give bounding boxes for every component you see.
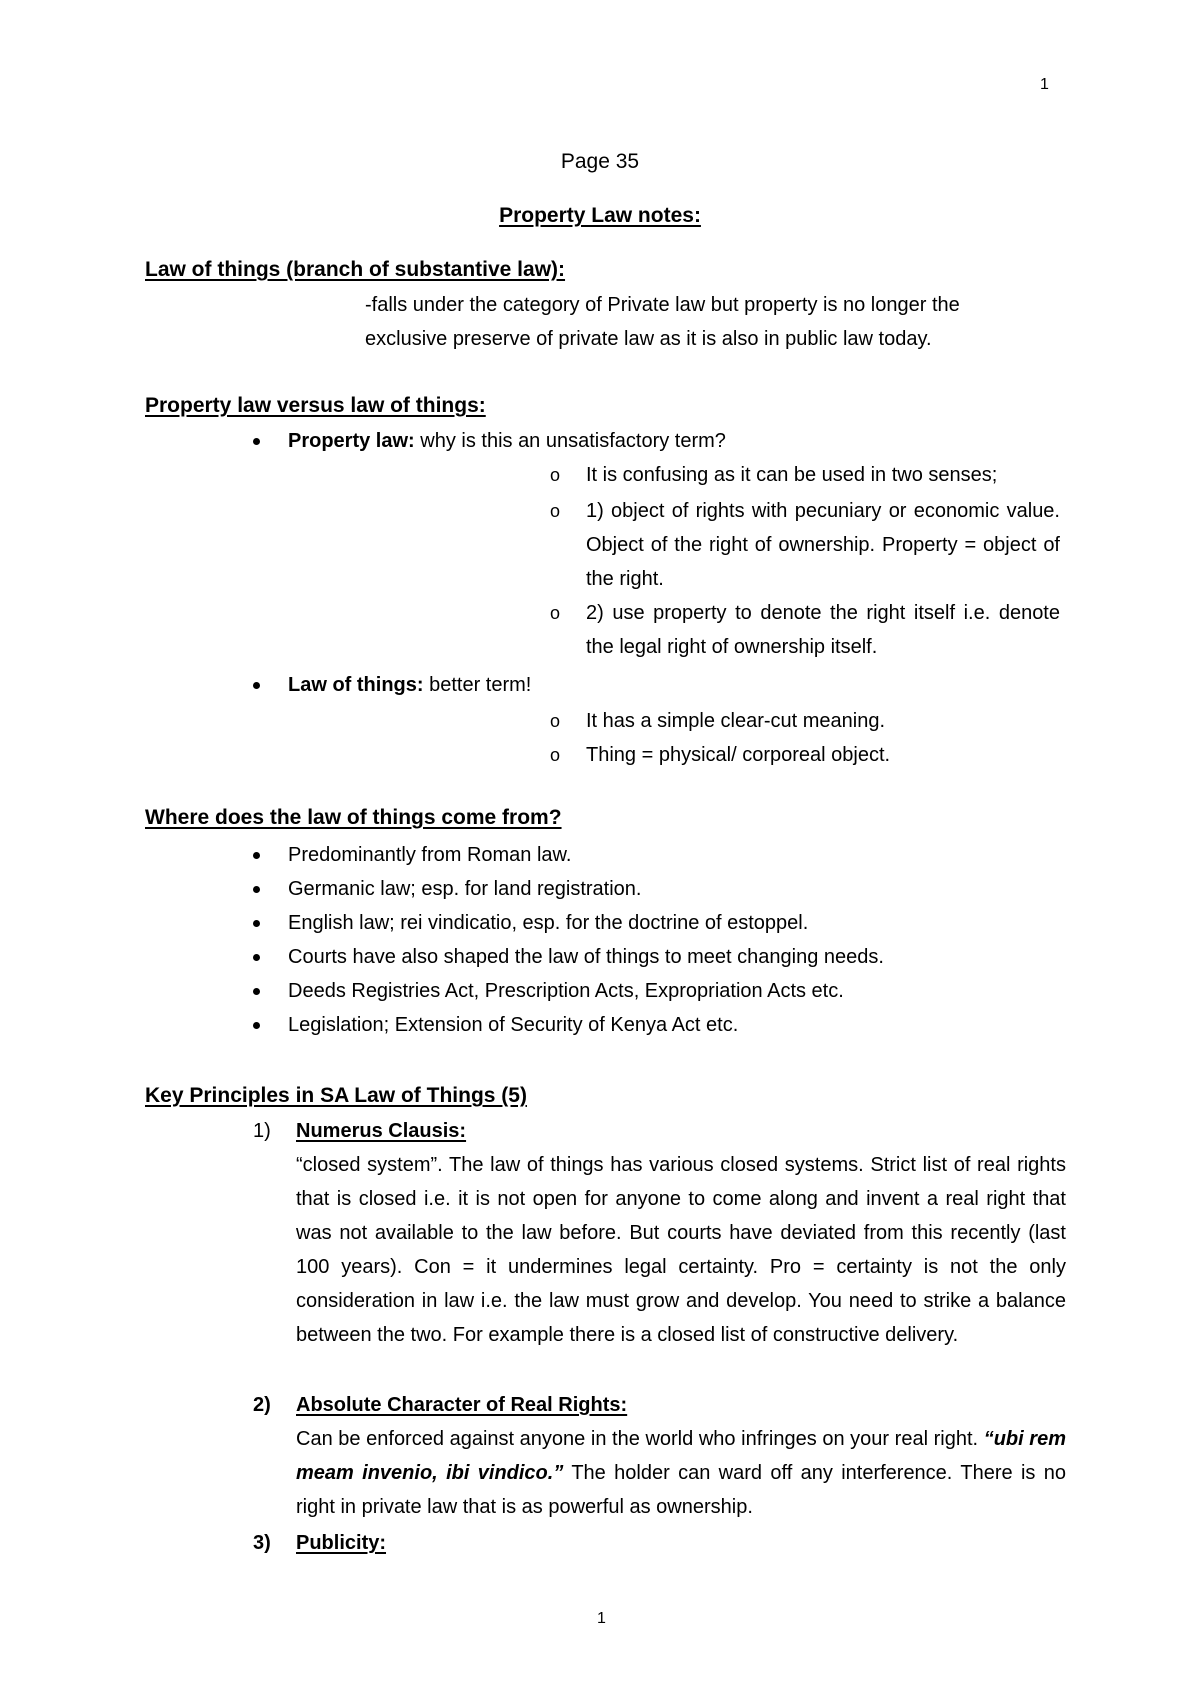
- bullet-dot: [253, 1022, 260, 1029]
- bullet-law-of-things-text: better term!: [423, 674, 532, 696]
- sub-marker: o: [550, 711, 561, 731]
- list-item-text: Predominantly from Roman law.: [288, 844, 572, 866]
- principle-2-text: [296, 1422, 1066, 1524]
- origins-list: [253, 838, 1073, 1042]
- list-item-text: Deeds Registries Act, Prescription Acts, Expropriation Acts etc.: [288, 980, 844, 1002]
- bullet-dot: [253, 920, 260, 927]
- list-item: [253, 974, 1073, 1008]
- sub-marker: o: [550, 501, 561, 521]
- principle-3-number: 3): [253, 1532, 271, 1554]
- principle-3-title: Publicity:: [296, 1532, 387, 1554]
- heading-principles: Key Principles in SA Law of Things (5): [145, 1084, 527, 1107]
- bullet-law-of-things-bold: Law of things:: [288, 674, 424, 696]
- heading-law-of-things: Law of things (branch of substantive law):: [145, 258, 566, 281]
- law-of-things-line-1: -falls under the category of Private law but property is no longer the: [365, 294, 960, 316]
- principle-2-quote: “ubi rem meam invenio, ibi vindico.”: [296, 1428, 1066, 1484]
- sub-marker: o: [550, 745, 561, 765]
- bullet-dot: [253, 886, 260, 893]
- principle-1-number: 1): [253, 1120, 271, 1142]
- bullet-law-of-things: [253, 668, 1053, 702]
- principle-2-number: 2): [253, 1394, 271, 1416]
- heading-origins: Where does the law of things come from?: [145, 806, 562, 829]
- sub-item-2: [550, 494, 1060, 596]
- list-item-text: Germanic law; esp. for land registration.: [288, 878, 642, 900]
- list-item: [253, 1008, 1073, 1042]
- principle-3: [253, 1526, 1073, 1560]
- law-of-things-text: [365, 288, 1065, 356]
- bullet-dot: [253, 438, 260, 445]
- sub-item-1: [550, 458, 1060, 492]
- list-item: [253, 906, 1073, 940]
- list-item-text: Legislation; Extension of Security of Kenya Act etc.: [288, 1014, 739, 1036]
- principle-2-text-2: The holder can ward off any interference. There is no right in private law that is as powerful as ownership.: [296, 1462, 1066, 1518]
- heading-property-vs-things: Property law versus law of things:: [145, 394, 486, 417]
- bullet-property-law: [253, 424, 1053, 458]
- principle-1: [253, 1114, 1073, 1148]
- principle-2-text-1: Can be enforced against anyone in the world who infringes on your real right.: [296, 1428, 979, 1450]
- law-of-things-line-2: exclusive preserve of private law as it is also in public law today.: [365, 328, 932, 350]
- principle-1-text: “closed system”. The law of things has various closed systems. Strict list of real rights that is closed i.e. it is not open for anyone to come along and invent a real right that was not available to the law before. But courts have deviated from this recently (last 100 years). Con = it undermines legal certainty. Pro = certainty is not the only consideration in law i.e. the law must grow and develop. You need to strike a balance between the two. For example there is a closed list of constructive delivery.: [296, 1154, 1066, 1346]
- sub-item-1-text: It is confusing as it can be used in two senses;: [586, 464, 998, 486]
- principle-1-title: Numerus Clausis:: [296, 1120, 467, 1142]
- sub-marker: o: [550, 465, 561, 485]
- bullet-dot: [253, 954, 260, 961]
- list-item-text: English law; rei vindicatio, esp. for the doctrine of estoppel.: [288, 912, 809, 934]
- sub-item-2-text: 1) object of rights with pecuniary or economic value. Object of the right of ownership. Property = object of the right.: [586, 500, 1060, 590]
- header-page-number: 1: [1040, 76, 1049, 93]
- bullet-property-law-bold: Property law:: [288, 430, 415, 452]
- sub-item-3: [550, 596, 1060, 664]
- sub-item-5-text: Thing = physical/ corporeal object.: [586, 744, 891, 766]
- sub-marker: o: [550, 603, 561, 623]
- bullet-property-law-text: why is this an unsatisfactory term?: [414, 430, 726, 452]
- bullet-dot: [253, 682, 260, 689]
- principle-2-title: Absolute Character of Real Rights:: [296, 1394, 628, 1416]
- sub-item-4-text: It has a simple clear-cut meaning.: [586, 710, 886, 732]
- sub-item-5: [550, 738, 1060, 772]
- footer-page-number: 1: [597, 1610, 606, 1627]
- bullet-dot: [253, 988, 260, 995]
- principle-2: [253, 1388, 1073, 1422]
- sub-item-3-text: 2) use property to denote the right itself i.e. denote the legal right of ownership itself.: [586, 602, 1060, 658]
- bullet-dot: [253, 852, 260, 859]
- list-item: [253, 872, 1073, 906]
- list-item: [253, 940, 1073, 974]
- list-item: [253, 838, 1073, 872]
- sub-item-4: [550, 704, 1060, 738]
- list-item-text: Courts have also shaped the law of things to meet changing needs.: [288, 946, 884, 968]
- document-title: Property Law notes:: [499, 204, 701, 227]
- page-label: Page 35: [560, 150, 640, 173]
